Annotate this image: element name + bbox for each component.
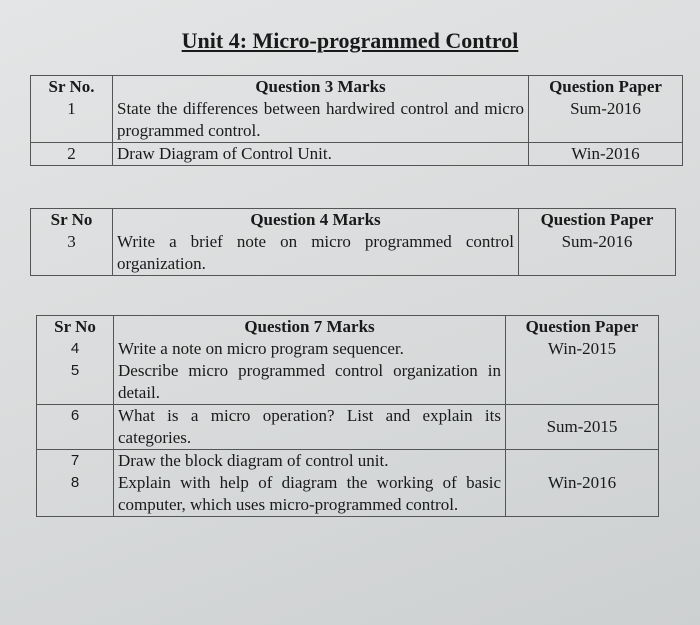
question-column-cell bbox=[114, 316, 506, 405]
question-text: State the differences between hardwired control and micro programmed control. bbox=[117, 99, 524, 140]
paper-session: Win-2015 bbox=[547, 339, 617, 358]
question-table-7-marks bbox=[36, 315, 659, 517]
paper-column-cell bbox=[519, 209, 676, 276]
page-title: Unit 4: Micro-programmed Control bbox=[181, 28, 519, 53]
question-marks-header: Question 7 Marks bbox=[244, 317, 375, 336]
paper-session: Sum-2016 bbox=[561, 232, 633, 251]
question-paper-header: Question Paper bbox=[549, 77, 662, 96]
question-column-cell bbox=[113, 209, 519, 276]
table-row bbox=[37, 450, 659, 517]
question-column-cell bbox=[114, 450, 506, 517]
paper-column-cell bbox=[506, 316, 659, 405]
table-row bbox=[31, 209, 676, 276]
question-paper-header: Question Paper bbox=[525, 317, 639, 336]
paper-session: Win-2016 bbox=[506, 450, 659, 517]
question-marks-header: Question 3 Marks bbox=[255, 77, 386, 96]
sr-number: 3 bbox=[67, 232, 76, 251]
paper-column-cell bbox=[529, 76, 683, 143]
question-text: What is a micro operation? List and explain its categories. bbox=[114, 405, 506, 450]
question-text: Write a note on micro program sequencer. bbox=[118, 339, 404, 358]
sr-number: 5 bbox=[70, 362, 80, 379]
table-row bbox=[31, 143, 683, 166]
paper-session: Win-2016 bbox=[529, 143, 683, 166]
paper-session: Sum-2016 bbox=[570, 99, 641, 118]
question-text: Draw Diagram of Control Unit. bbox=[113, 143, 529, 166]
question-text: Describe micro programmed control organization in detail. bbox=[118, 361, 501, 402]
sr-no-header: Sr No bbox=[50, 210, 93, 229]
sr-no-header: Sr No. bbox=[48, 77, 95, 96]
question-table-3-marks bbox=[30, 75, 683, 166]
sr-no-header: Sr No bbox=[54, 317, 96, 336]
sr-column-cell bbox=[37, 450, 114, 517]
table-row bbox=[37, 405, 659, 450]
table-row bbox=[37, 316, 659, 405]
paper-session: Sum-2015 bbox=[506, 405, 659, 450]
sr-number: 1 bbox=[67, 99, 76, 118]
sr-number: 2 bbox=[31, 143, 113, 166]
question-column-cell bbox=[113, 76, 529, 143]
question-text: Explain with help of diagram the working of basic computer, which uses micro-programmed control. bbox=[118, 473, 501, 514]
sr-column-cell bbox=[31, 76, 113, 143]
question-table-4-marks bbox=[30, 208, 676, 276]
sr-column-cell bbox=[31, 209, 113, 276]
table-row bbox=[31, 76, 683, 143]
question-text: Draw the block diagram of control unit. bbox=[118, 451, 389, 470]
sr-number: 8 bbox=[70, 474, 80, 491]
sr-column-cell bbox=[37, 316, 114, 405]
question-paper-header: Question Paper bbox=[540, 210, 654, 229]
question-marks-header: Question 4 Marks bbox=[250, 210, 381, 229]
sr-number: 4 bbox=[70, 340, 80, 357]
sr-number: 7 bbox=[70, 452, 80, 469]
question-text: Write a brief note on micro programmed control organization. bbox=[117, 232, 514, 273]
sr-number: 6 bbox=[37, 405, 114, 450]
